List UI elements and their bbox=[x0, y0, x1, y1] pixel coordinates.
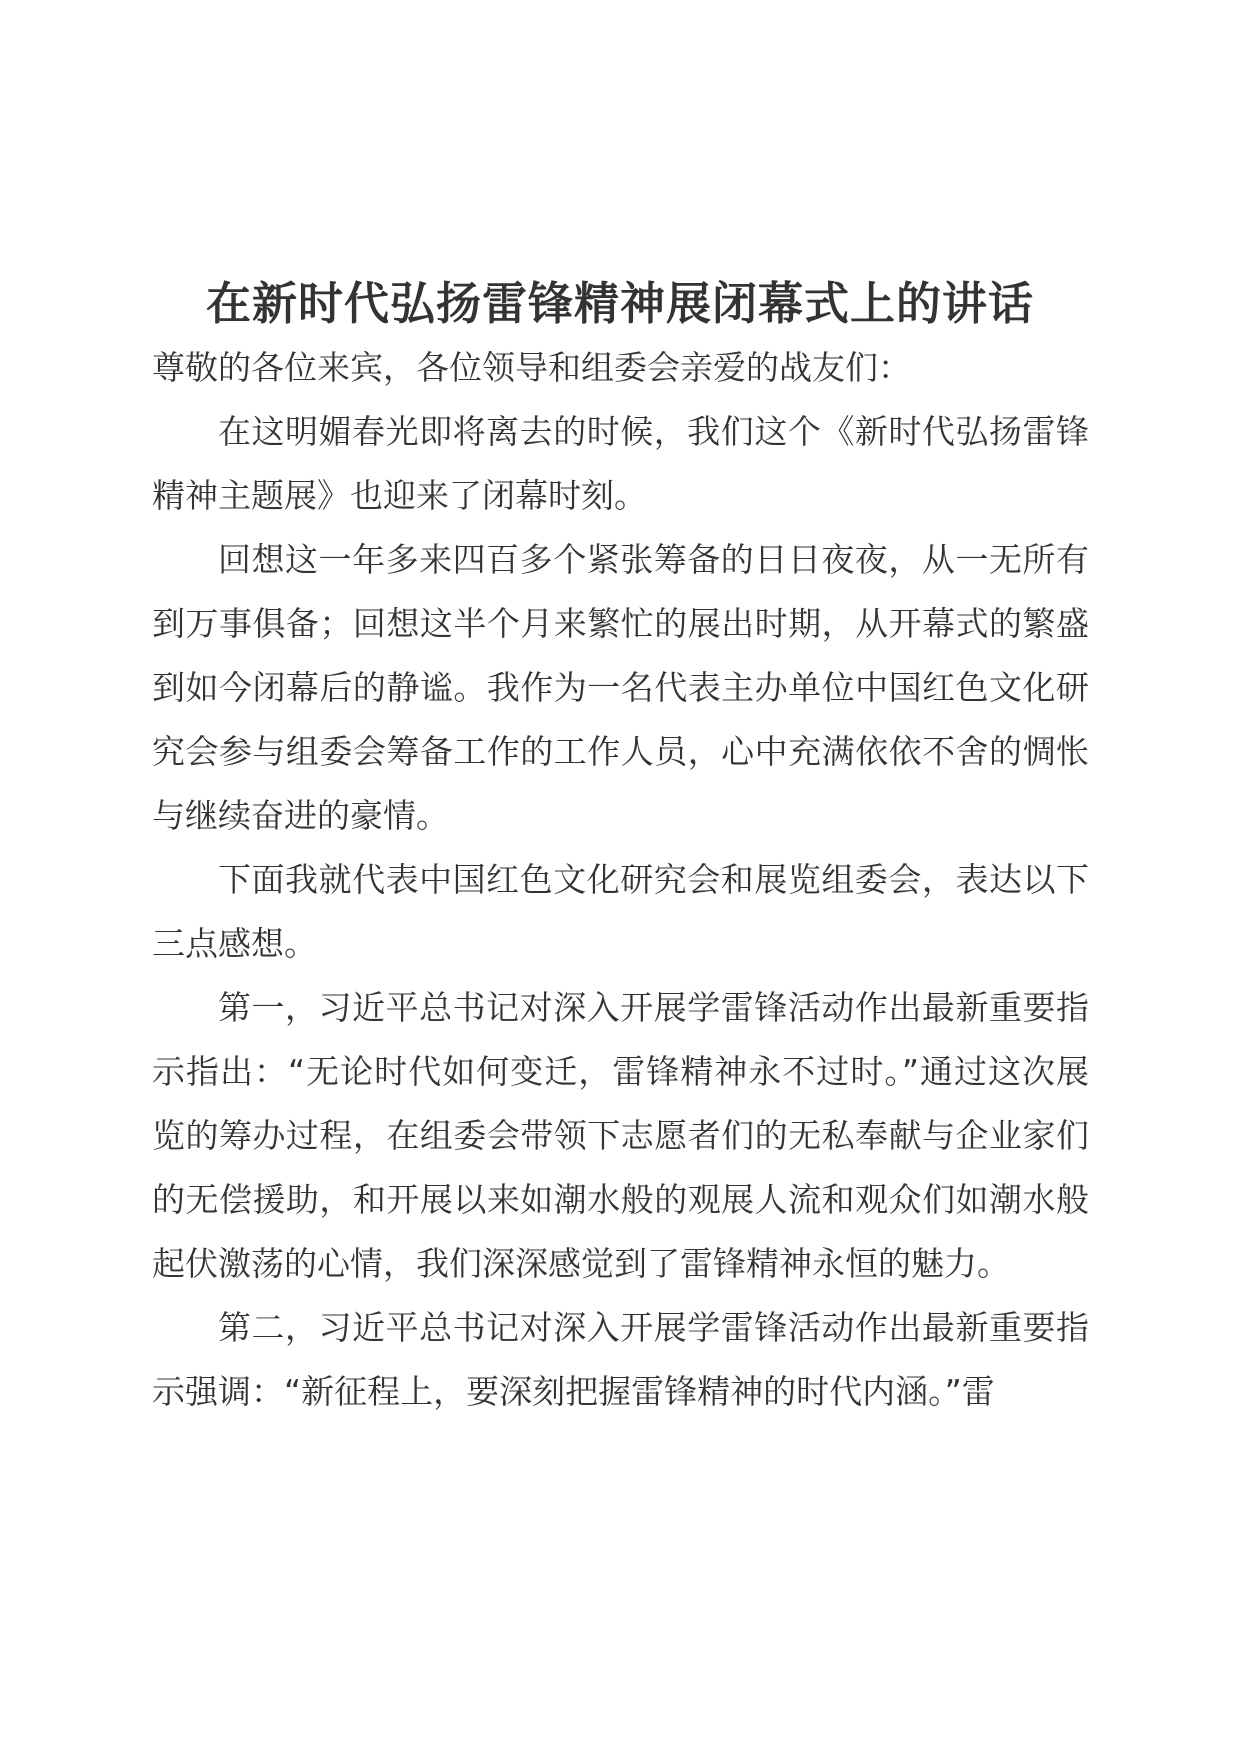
paragraph-1: 在这明媚春光即将离去的时候，我们这个《新时代弘扬雷锋精神主题展》也迎来了闭幕时刻。 bbox=[152, 412, 1089, 515]
document-title: 在新时代弘扬雷锋精神展闭幕式上的讲话 bbox=[205, 277, 1034, 331]
paragraph-2: 回想这一年多来四百多个紧张筹备的日日夜夜，从一无所有到万事俱备；回想这半个月来繁忙的展出时期，从开幕式的繁盛到如今闭幕后的静谧。我作为一名代表主办单位中国红色文化研究会参与组委会筹备工作的工作人员，心中充满依依不舍的惆怅与继续奋进的豪情。 bbox=[152, 540, 1089, 835]
paragraph-5: 第二，习近平总书记对深入开展学雷锋活动作出最新重要指示强调：“新征程上，要深刻把握雷锋精神的时代内涵。”雷 bbox=[152, 1308, 1089, 1411]
document-body bbox=[152, 336, 1089, 1424]
greeting-line: 尊敬的各位来宾，各位领导和组委会亲爱的战友们： bbox=[152, 348, 911, 387]
paragraph-3: 下面我就代表中国红色文化研究会和展览组委会，表达以下三点感想。 bbox=[152, 860, 1089, 963]
paragraph-4: 第一，习近平总书记对深入开展学雷锋活动作出最新重要指示指出：“无论时代如何变迁，雷锋精神永不过时。”通过这次展览的筹办过程，在组委会带领下志愿者们的无私奉献与企业家们的无偿援助，和开展以来如潮水般的观展人流和观众们如潮水般起伏激荡的心情，我们深深感觉到了雷锋精神永恒的魅力。 bbox=[152, 988, 1089, 1283]
